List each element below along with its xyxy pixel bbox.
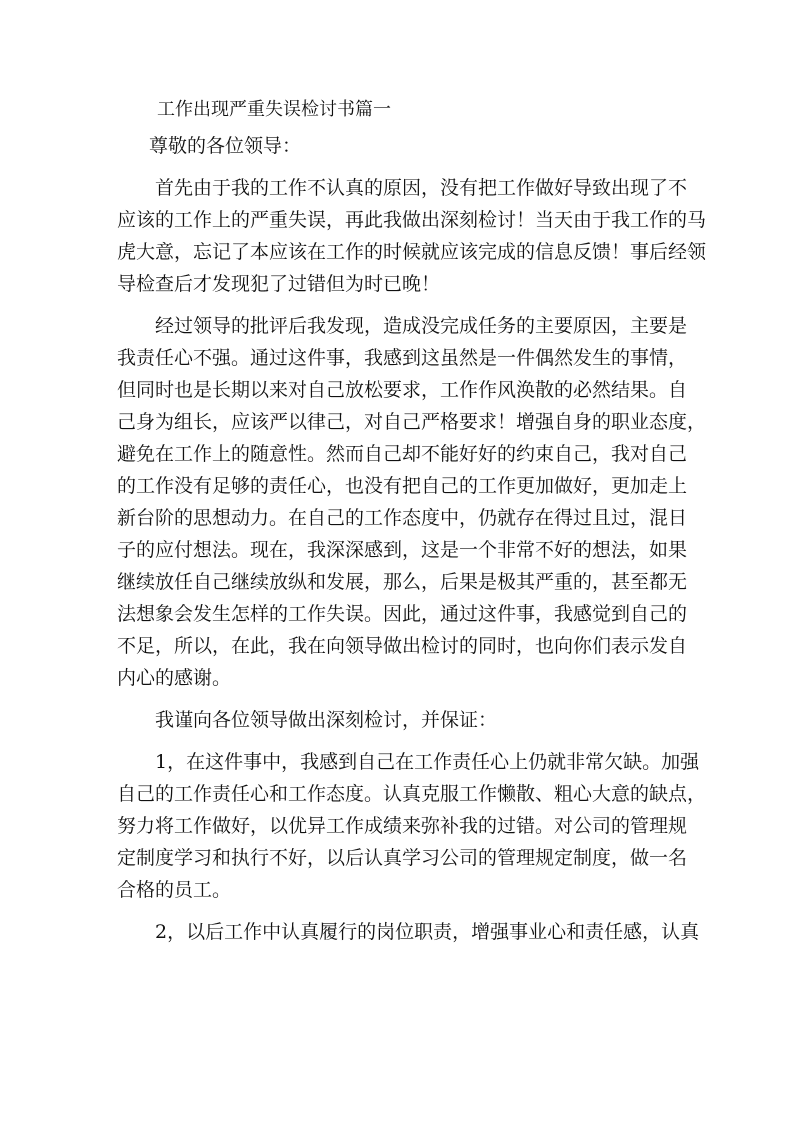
paragraph-line: 首先由于我的工作不认真的原因，没有把工作做好导致出现了不	[155, 177, 688, 199]
paragraph-line: 自己的工作责任心和工作态度。认真克服工作懒散、粗心大意的缺点，	[117, 783, 707, 805]
paragraph-line: 内心的感谢。	[117, 667, 232, 689]
paragraph-line: 但同时也是长期以来对自己放松要求，工作作风涣散的必然结果。自	[117, 379, 688, 401]
paragraph-line: 子的应付想法。现在，我深深感到，这是一个非常不好的想法，如果	[117, 539, 688, 561]
paragraph-line: 合格的员工。	[117, 879, 232, 901]
paragraph-line: 我责任心不强。通过这件事，我感到这虽然是一件偶然发生的事情，	[117, 347, 688, 369]
paragraph-line: 不足，所以，在此，我在向领导做出检讨的同时，也向你们表示发自	[117, 635, 688, 657]
paragraph-line: 己身为组长，应该严以律己，对自己严格要求！增强自身的职业态度，	[117, 411, 707, 433]
paragraph-3	[117, 704, 679, 736]
paragraph-line: 新台阶的思想动力。在自己的工作态度中，仍就存在得过且过，混日	[117, 507, 688, 529]
paragraph-line: 的工作没有足够的责任心，也没有把自己的工作更加做好，更加走上	[117, 475, 688, 497]
paragraph-line: 虎大意，忘记了本应该在工作的时候就应该完成的信息反馈！事后经领	[117, 241, 707, 263]
paragraph-line: 避免在工作上的随意性。然而自己却不能好好的约束自己，我对自己	[117, 443, 688, 465]
paragraph-4	[117, 746, 707, 906]
paragraph-line: 定制度学习和执行不好，以后认真学习公司的管理规定制度，做一名	[117, 847, 688, 869]
paragraph-line: 法想象会发生怎样的工作失误。因此，通过这件事，我感觉到自己的	[117, 603, 688, 625]
paragraph-line: 努力将工作做好，以优异工作成绩来弥补我的过错。对公司的管理规	[117, 815, 688, 837]
paragraph-1	[117, 172, 707, 300]
paragraph-line: 1，在这件事中，我感到自己在工作责任心上仍就非常欠缺。加强	[155, 751, 700, 773]
document-title: 工作出现严重失误检讨书篇一	[157, 99, 391, 120]
paragraph-line: 经过领导的批评后我发现，造成没完成任务的主要原因，主要是	[155, 315, 688, 337]
paragraph-line: 继续放任自己继续放纵和发展，那么，后果是极其严重的，甚至都无	[117, 571, 688, 593]
paragraph-line: 我谨向各位领导做出深刻检讨，并保证：	[155, 709, 498, 731]
paragraph-5	[117, 916, 700, 948]
document-body	[117, 96, 707, 958]
paragraph-line: 应该的工作上的严重失误，再此我做出深刻检讨！当天由于我工作的马	[117, 209, 707, 231]
paragraph-line: 2，以后工作中认真履行的岗位职责，增强事业心和责任感，认真	[155, 921, 700, 943]
salutation: 尊敬的各位领导：	[149, 135, 302, 157]
paragraph-line: 导检查后才发现犯了过错但为时已晚！	[117, 273, 441, 295]
paragraph-2	[117, 310, 707, 694]
